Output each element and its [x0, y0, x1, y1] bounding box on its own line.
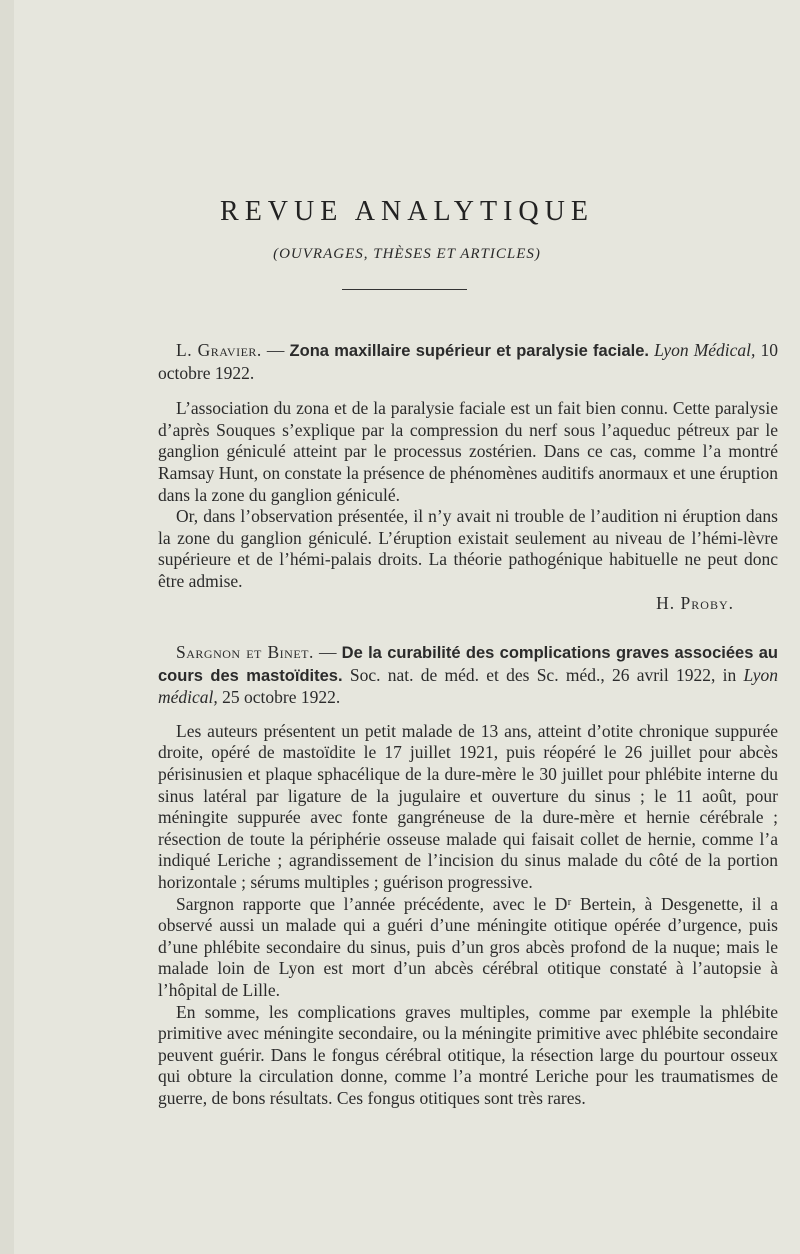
- article-1-journal: Lyon Médical,: [654, 340, 756, 360]
- article-2-paragraph: En somme, les complications graves multiples, comme par exemple la phlébite primitive avec méningite secondaire, ou la méningite primitive avec phlébite secondaire peuvent guérir. Dans le fongus cérébral otitique, la résection large du pourtour osseux qui obture la circulation donne, comme l’a montré Leriche pour les traumatismes de guerre, de bons résultats. Ces fongus otitiques sont très rares.: [158, 1001, 778, 1108]
- article-2-title: De la curabilité des complications graves associées au cours des mastoïdites.: [158, 644, 779, 685]
- title-rule: [342, 289, 467, 290]
- page-title: REVUE ANALYTIQUE: [220, 196, 594, 227]
- article-1-signature: H. Proby.: [656, 592, 734, 613]
- article-1: [158, 340, 778, 614]
- article-1-author: L. Gravier.: [176, 340, 262, 360]
- article-2-authors: Sargnon et Binet.: [176, 642, 314, 662]
- article-2-paragraph: Les auteurs présentent un petit malade de 13 ans, atteint d’otite chronique suppurée droite, opéré de mastoïdite le 17 juillet 1921, puis réopéré le 26 juillet pour abcès périsinusien et plaque sphacélique de la dure-mère le 30 juillet pour phlébite interne du sinus latéral par ligature de la jugulaire et ouverture du sinus ; le 11 août, pour méningite suppurée avec fonte gangréneuse de la dure-mère et hernie cérébrale ; résection de toute la périphérie osseuse malade qui faisait collet de hernie, comme l’a indiqué Leriche ; agrandissement de l’incision du sinus malade du côté de la portion horizontale ; sérums multiples ; guérison progressive.: [158, 720, 778, 892]
- article-1-heading: [158, 340, 778, 384]
- article-2-dash: —: [313, 642, 342, 662]
- article-2-date: 25 octobre 1922.: [217, 687, 341, 708]
- article-2-paragraph: Sargnon rapporte que l’année précédente, avec le Dʳ Bertein, à Desgenette, il a observé aussi un malade qui a guéri d’une méningite otitique opérée d’urgence, puis d’une phlébite secondaire du sinus, puis d’un gros abcès profond de la nuque; mais le malade loin de Lyon est mort d’un abcès cérébral otitique constaté à l’autopsie à l’hôpital de Lille.: [158, 893, 778, 1000]
- article-1-date: 10 octobre 1922.: [158, 340, 779, 383]
- article-1-dash: —: [261, 340, 290, 360]
- article-2-source: Soc. nat. de méd. et des Sc. méd., 26 avril 1922, in: [342, 664, 744, 685]
- article-1-title: Zona maxillaire supérieur et paralysie faciale.: [289, 342, 650, 360]
- article-2-heading: [158, 642, 778, 709]
- article-1-paragraph: Or, dans l’observation présentée, il n’y avait ni trouble de l’audition ni éruption dans la zone du ganglion géniculé. L’éruption existait seulement au niveau de l’hémi-lèvre supérieure et de l’hémi-palais droits. La théorie pathogénique habituelle ne peut donc être admise.: [158, 506, 778, 591]
- page-subtitle: (OUVRAGES, THÈSES ET ARTICLES): [273, 246, 541, 262]
- article-2: [158, 642, 778, 1109]
- article-2-journal: Lyon médical,: [158, 664, 779, 708]
- document-page: [14, 0, 800, 1254]
- article-1-paragraph: L’association du zona et de la paralysie faciale est un fait bien connu. Cette paralysie d’après Souques s’explique par la compression du nerf sous l’aqueduc pétreux par le ganglion géniculé atteint par le processus zostérien. Dans ce cas, comme l’a montré Ramsay Hunt, on constate la présence de phénomènes auditifs anormaux et une éruption dans la zone du ganglion géniculé.: [158, 398, 778, 505]
